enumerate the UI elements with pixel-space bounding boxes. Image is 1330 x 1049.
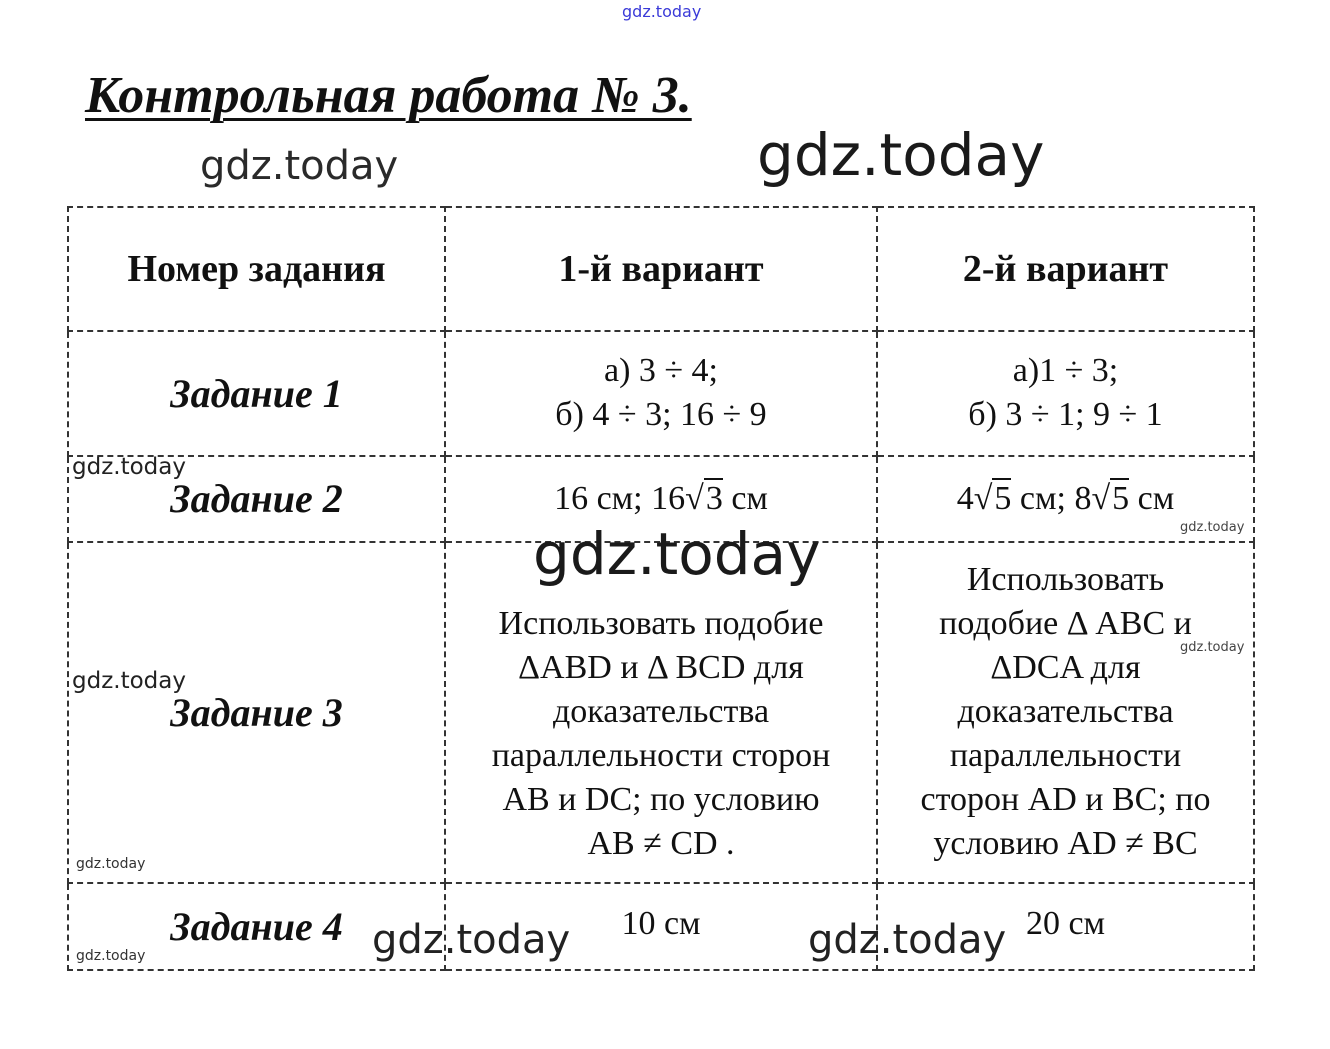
sqrt-sign: √5 bbox=[973, 479, 1012, 517]
answer-v1-task1 bbox=[445, 331, 877, 455]
answer-part: см bbox=[1129, 479, 1175, 517]
answer-part: 16 см; 16 bbox=[554, 479, 686, 517]
watermark-bottom-1: gdz.today bbox=[372, 917, 571, 963]
answer-v2-task3 bbox=[877, 542, 1254, 883]
header-task-number: Номер задания bbox=[68, 207, 445, 331]
watermark-small-2: gdz.today bbox=[1180, 520, 1245, 535]
header-variant-2: 2-й вариант bbox=[877, 207, 1254, 331]
table-header-row bbox=[68, 207, 1254, 331]
watermark-large-left: gdz.today bbox=[200, 143, 399, 189]
watermark-top: gdz.today bbox=[622, 2, 702, 21]
answer-part: см; 8 bbox=[1011, 479, 1092, 517]
task-label: Задание 1 bbox=[68, 331, 445, 455]
page-title: Контрольная работа № 3. bbox=[85, 67, 692, 124]
table-row bbox=[68, 331, 1254, 455]
answer-line: параллельности bbox=[949, 737, 1182, 775]
answer-line: б) 4 ÷ 3; 16 ÷ 9 bbox=[555, 396, 767, 434]
sqrt-sign: √5 bbox=[1091, 479, 1130, 517]
answer-line: а) 3 ÷ 4; bbox=[603, 352, 719, 390]
answer-v1-task3 bbox=[445, 542, 877, 883]
task-label: Задание 3 bbox=[68, 542, 445, 883]
table-row bbox=[68, 542, 1254, 883]
answer-line: AB и DC; по условию bbox=[502, 781, 820, 819]
radicand: 3 bbox=[705, 479, 723, 517]
header-variant-1: 1-й вариант bbox=[445, 207, 877, 331]
answer-v2-task4: 20 см bbox=[877, 883, 1254, 970]
task-label: Задание 4 bbox=[68, 883, 445, 970]
answer-line: AB ≠ CD . bbox=[587, 825, 735, 863]
answers-table bbox=[67, 206, 1255, 971]
answer-v1-task4: 10 см bbox=[445, 883, 877, 970]
watermark-bottom-2: gdz.today bbox=[808, 917, 1007, 963]
watermark-small-1: gdz.today bbox=[72, 454, 186, 480]
radicand: 5 bbox=[994, 479, 1012, 517]
answer-line: параллельности сторон bbox=[491, 737, 831, 775]
table-row bbox=[68, 883, 1254, 970]
answer-part: см bbox=[722, 479, 768, 517]
sqrt-sign: √3 bbox=[685, 479, 723, 517]
answer-line: сторон AD и BC; по bbox=[920, 781, 1211, 819]
answer-line: подобие Δ ABC и bbox=[939, 605, 1192, 643]
task-label: Задание 2 bbox=[68, 456, 445, 542]
answer-line: ΔABD и Δ BCD для bbox=[518, 649, 804, 687]
watermark-small-4: gdz.today bbox=[72, 668, 186, 694]
answer-v2-task1 bbox=[877, 331, 1254, 455]
answer-line: ΔDCA для bbox=[990, 649, 1141, 687]
answer-line: доказательства bbox=[957, 693, 1174, 731]
answer-line: а)1 ÷ 3; bbox=[1012, 352, 1119, 390]
radicand: 5 bbox=[1112, 479, 1130, 517]
answer-line: б) 3 ÷ 1; 9 ÷ 1 bbox=[968, 396, 1163, 434]
watermark-small-5: gdz.today bbox=[76, 856, 146, 872]
watermark-small-3: gdz.today bbox=[1180, 640, 1245, 655]
answer-part: 4 bbox=[956, 479, 974, 517]
answer-line: Использовать подобие bbox=[498, 605, 824, 643]
watermark-middle-large: gdz.today bbox=[533, 520, 821, 588]
answer-line: доказательства bbox=[552, 693, 770, 731]
watermark-small-6: gdz.today bbox=[76, 948, 146, 964]
watermark-large-right: gdz.today bbox=[757, 121, 1045, 189]
answer-line: Использовать bbox=[966, 561, 1165, 599]
answer-line: условию AD ≠ BC bbox=[933, 825, 1198, 863]
